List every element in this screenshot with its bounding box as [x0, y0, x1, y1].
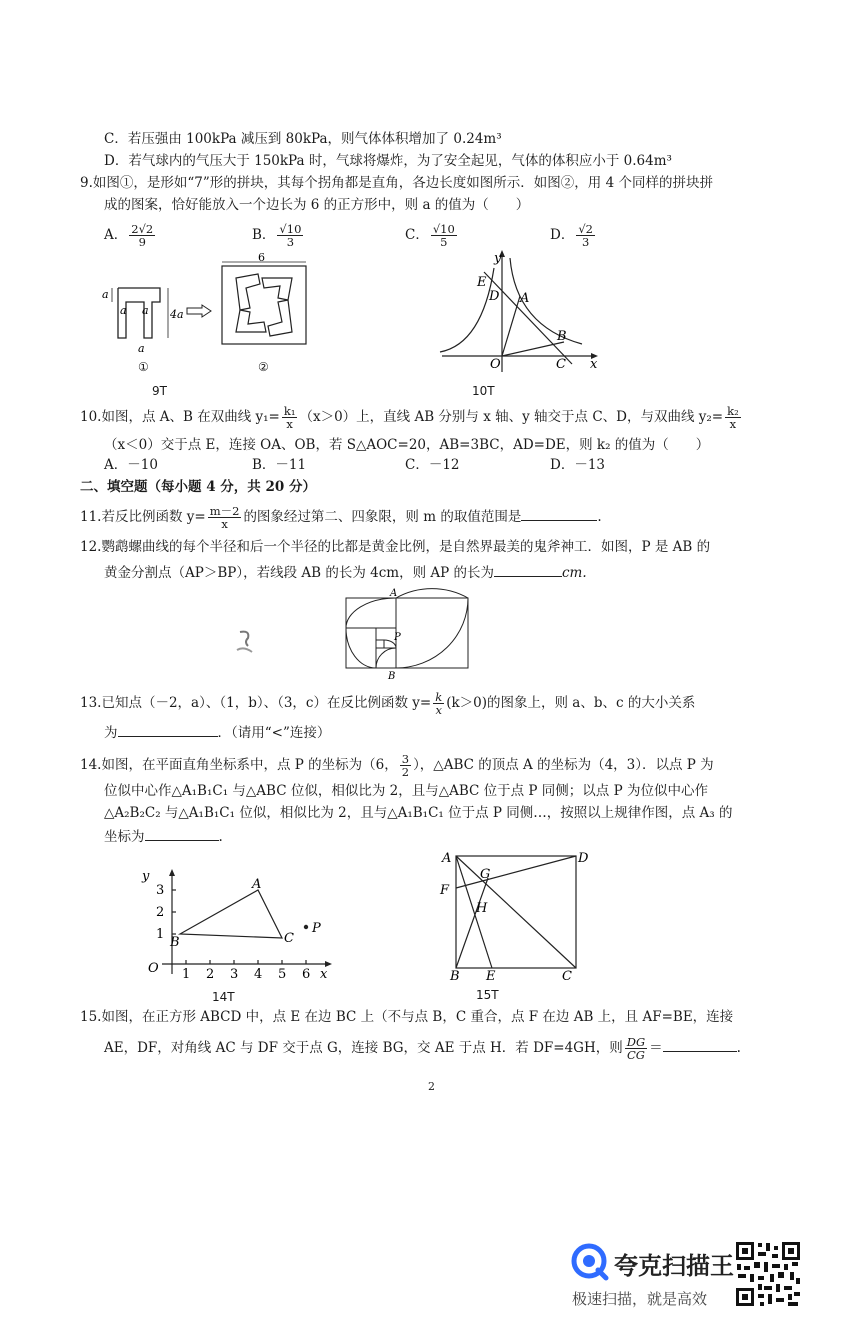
q12-point-b: B — [388, 671, 396, 680]
q10-axis-y: y — [494, 251, 502, 266]
q13-stem-line1: 13.已知点（－2，a）、（1，b）、（3，c）在反比例函数 y= $\frac{k}{x}$ (k＞0)的图象上，则 a、b、c 的大小关系 — [80, 690, 696, 717]
q14-stem-line4: 坐标为 . — [104, 826, 223, 846]
q10-point-a: A — [520, 291, 530, 306]
brand-slogan: 极速扫描，就是高效 — [572, 1290, 708, 1308]
scan-smudge — [234, 628, 256, 656]
q8-option-d: D．若气球内的气压大于 150kPa 时，气球将爆炸，为了安全起见，气体的体积应小于 0.64m³ — [104, 153, 672, 169]
q12-figure-spiral — [338, 586, 474, 680]
q15-point-c: C — [562, 969, 572, 982]
q10-origin: O — [490, 357, 501, 372]
q9-option-d: D． $\frac{√2}{3}$ — [550, 222, 593, 249]
q9-label-a-top: a — [102, 288, 109, 301]
q14-tick-y2: 2 — [156, 905, 165, 920]
q9-figure-square — [214, 252, 314, 348]
brand-name: 夸克扫描王 — [614, 1252, 734, 1280]
q14-tick-x3: 3 — [230, 967, 239, 982]
q9-option-c: C． $\frac{√10}{5}$ — [405, 222, 455, 249]
q10-point-b: B — [557, 329, 567, 344]
q15-point-d: D — [578, 851, 589, 866]
q12-point-a: A — [390, 588, 398, 599]
q14-figure-label: 14T — [212, 990, 235, 1004]
q13-answer-blank[interactable] — [118, 722, 218, 737]
q9-stem-line1: 9.如图①，是形如“7”形的拼块，其每个拐角都是直角，各边长度如图所示．如图②，用 4 个同样的拼块拼 — [80, 175, 713, 191]
q15-stem-line2: AE，DF，对角线 AC 与 DF 交于点 G，连接 BG，交 AE 于点 H．若 DF=4GH，则 $\frac{DG}{CG}$ ＝ . — [104, 1035, 741, 1062]
q10-point-d: D — [489, 289, 500, 304]
q15-figure-label: 15T — [476, 988, 499, 1002]
q10-axis-x: x — [590, 357, 598, 372]
q9-option-b: B． $\frac{√10}{3}$ — [252, 222, 302, 249]
q15-point-h: H — [476, 901, 488, 916]
q14-tick-x2: 2 — [206, 967, 215, 982]
q11-stem: 11.若反比例函数 y= $\frac{m-2}{x}$ 的图象经过第二、四象限，则 m 的取值范围是 . — [80, 504, 602, 531]
q14-tick-x6: 6 — [302, 967, 311, 982]
q14-axis-y: y — [142, 869, 150, 884]
q14-point-b: B — [170, 935, 180, 950]
q10-stem-line1: 10.如图，点 A、B 在双曲线 y₁= $\frac{\text{k₁}}{x}$ （x＞0）上，直线 AB 分别与 x 轴、y 轴交于点 C、D，与双曲线 y₂= $\frac{\text{k₂}}{x}$ — [80, 404, 739, 431]
q9-stem-line2: 成的图案，恰好能放入一个边长为 6 的正方形中，则 a 的值为（ ） — [104, 197, 530, 213]
quark-logo-icon — [570, 1242, 610, 1282]
q15-stem-line1: 15.如图，在正方形 ABCD 中，点 E 在边 BC 上（不与点 B，C 重合，点 F 在边 AB 上，且 AF=BE，连接 — [80, 1009, 734, 1025]
arrow-right-icon — [186, 304, 212, 318]
q12-stem-line2: 黄金分割点（AP＞BP），若线段 AB 的长为 4cm，则 AP 的长为 cm. — [104, 562, 587, 582]
q14-stem-line3: △A₂B₂C₂ 与△A₁B₁C₁ 位似，相似比为 2，且与△A₁B₁C₁ 位于点 P 同侧…，按照以上规律作图，点 A₃ 的 — [104, 805, 733, 821]
q14-point-p: P — [312, 921, 321, 936]
q10-option-b: B．－11 — [252, 457, 307, 473]
q14-tick-x4: 4 — [254, 967, 263, 982]
q15-answer-blank[interactable] — [663, 1037, 737, 1052]
q15-point-b: B — [450, 969, 460, 982]
q14-stem-line1: 14.如图，在平面直角坐标系中，点 P 的坐标为（6， $\frac{3}{2}$ ），△ABC 的顶点 A 的坐标为（4，3）．以点 P 为 — [80, 752, 714, 779]
q10-option-a: A．－10 — [104, 457, 158, 473]
q10-option-d: D．－13 — [550, 457, 606, 473]
q10-point-e: E — [477, 275, 487, 290]
q14-point-a: A — [252, 877, 262, 892]
q15-point-f: F — [440, 883, 450, 898]
q15-point-a: A — [442, 851, 452, 866]
section-2-heading: 二、填空题（每小题 4 分，共 20 分） — [80, 479, 316, 495]
q14-stem-line2: 位似中心作△A₁B₁C₁ 与△ABC 位似，相似比为 2，且与△ABC 位于点 P 同侧；以点 P 为位似中心作 — [104, 783, 708, 799]
q8-option-c: C．若压强由 100kPa 减压到 80kPa，则气体体积增加了 0.24m³ — [104, 131, 502, 147]
q14-figure — [132, 864, 342, 984]
qr-code-icon — [734, 1240, 802, 1308]
q14-tick-x1: 1 — [182, 967, 191, 982]
q9-caption-1: ① — [138, 360, 149, 374]
q14-answer-blank[interactable] — [145, 826, 219, 841]
q12-answer-blank[interactable] — [494, 562, 562, 577]
q12-point-p: P — [394, 632, 401, 643]
page-number: 2 — [428, 1080, 435, 1093]
q9-caption-2: ② — [258, 360, 269, 374]
q9-label-a-mid: a — [142, 304, 149, 317]
q9-label-a-bottom: a — [138, 342, 145, 355]
q15-figure — [436, 846, 596, 982]
q10-figure — [432, 248, 607, 378]
q14-tick-y3: 3 — [156, 883, 165, 898]
q10-point-c: C — [556, 357, 566, 372]
q14-tick-x5: 5 — [278, 967, 287, 982]
q15-point-e: E — [486, 969, 496, 982]
q14-point-c: C — [284, 931, 294, 946]
q9-figure-label: 9T — [152, 384, 167, 398]
q9-side-label: 6 — [258, 252, 265, 264]
q15-point-g: G — [480, 867, 491, 882]
q13-stem-line2: 为 ．（请用“<”连接） — [104, 722, 330, 742]
q14-tick-y1: 1 — [156, 927, 165, 942]
q14-axis-x: x — [320, 967, 328, 982]
q9-option-a: A． $\frac{2√2}{9}$ — [104, 222, 154, 249]
q9-figure-piece — [98, 278, 193, 358]
q11-answer-blank[interactable] — [521, 506, 597, 521]
q10-option-c: C．－12 — [405, 457, 460, 473]
q10-figure-label: 10T — [472, 384, 495, 398]
q14-origin: O — [148, 961, 159, 976]
q12-stem-line1: 12.鹦鹉螺曲线的每个半径和后一个半径的比都是黄金比例，是自然界最美的鬼斧神工．如图，P 是 AB 的 — [80, 539, 711, 555]
q9-label-a-left: a — [120, 304, 127, 317]
q10-stem-line2: （x＜0）交于点 E，连接 OA、OB，若 S△AOC=20，AB=3BC，AD=DE，则 k₂ 的值为（ ） — [104, 437, 710, 453]
q9-label-4a: 4a — [170, 308, 184, 321]
